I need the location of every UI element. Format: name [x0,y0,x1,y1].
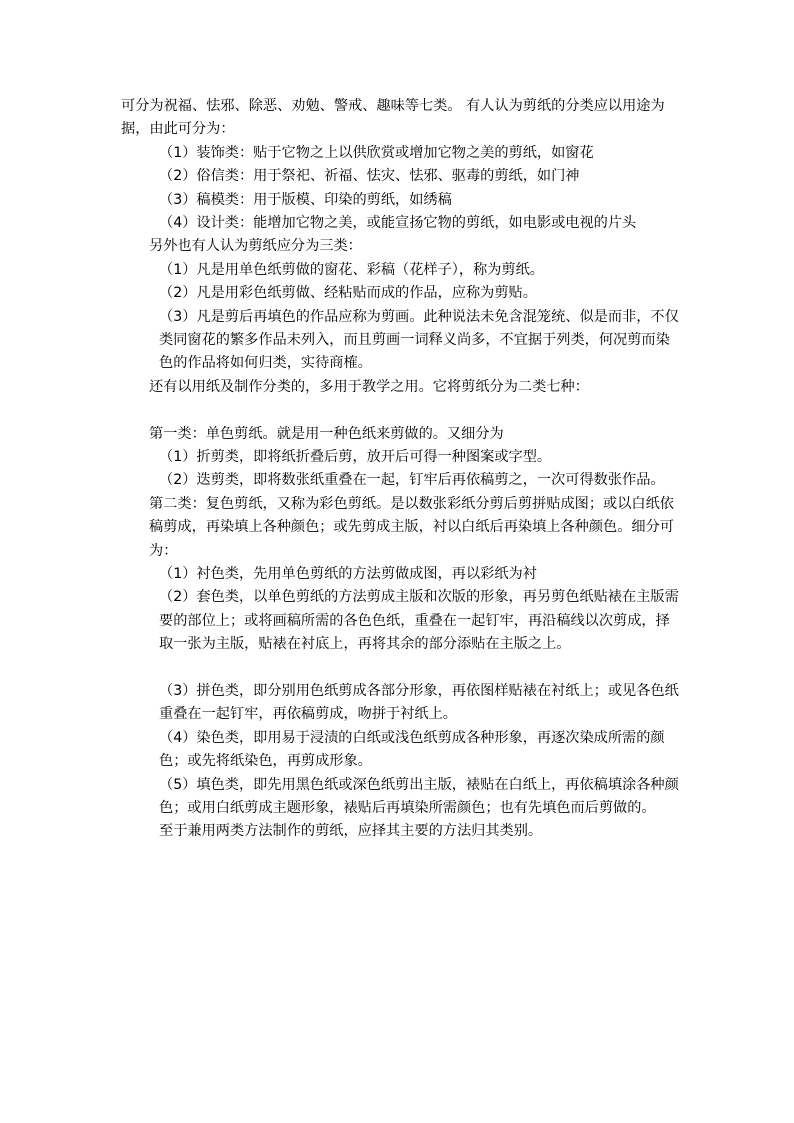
paragraph-three-1: （1）凡是用单色纸剪做的窗花、彩稿（花样子），称为剪纸。 [159,261,544,278]
paragraph-intro: 可分为祝福、怯邪、除恶、劝勉、警戒、趣味等七类。 有人认为剪纸的分类应以用途为据，由此可分为： [121,98,665,138]
paragraph-category-2-item-1: （1）衬色类，先用单色剪纸的方法剪做成图，再以彩纸为衬 [159,565,537,582]
blank-line [121,657,681,680]
paragraph-three-types: 另外也有人认为剪纸应分为三类： [149,238,362,255]
paragraph-use-4: （4）设计类：能增加它物之美，或能宣扬它物的剪纸，如电影或电视的片头 [159,214,637,231]
paragraph-category-2-item-5: （5）填色类，即先用黑色纸或深色纸剪出主版，裱贴在白纸上，再依稿填涂各种颜色；或用白纸剪成主题形象，裱贴后再填染所需颜色；也有先填色而后剪做的。 [159,776,679,816]
paragraph-category-2: 第二类：复色剪纸，又称为彩色剪纸。是以数张彩纸分剪后剪拼贴成图；或以白纸依稿剪成，再染填上各种颜色；或先剪成主版，衬以白纸后再染填上各种颜色。细分可为： [149,495,674,559]
paragraph-category-2-item-3: （3）拼色类，即分别用色纸剪成各部分形象，再依图样贴裱在衬纸上；或见各色纸重叠在一起钉牢，再依稿剪成，吻拼于衬纸上。 [159,682,679,723]
paragraph-final: 至于兼用两类方法制作的剪纸，应择其主要的方法归其类别。 [159,823,543,840]
paragraph-use-1: （1）装饰类：贴于它物之上以供欣赏或增加它物之美的剪纸，如窗花 [159,144,594,161]
document-body [121,95,681,844]
paragraph-use-3: （3）稿模类：用于版模、印染的剪纸，如绣稿 [159,191,452,208]
paragraph-category-1-item-2: （2）迭剪类，即将数张纸重叠在一起，钉牢后再依稿剪之，一次可得数张作品。 [159,472,665,489]
paragraph-category-1-item-1: （1）折剪类，即将纸折叠后剪，放开后可得一种图案或字型。 [159,448,552,465]
paragraph-three-3: （3）凡是剪后再填色的作品应称为剪画。此种说法未免含混笼统、似是而非，不仅类同窗花的繁多作品未列入，而且剪画一词释义尚多，不宜据于列类，何况剪而染色的作品将如何归类，实待商榷。 [159,308,679,372]
paragraph-three-2: （2）凡是用彩色纸剪做、经粘贴而成的作品，应称为剪贴。 [159,285,537,302]
blank-line [121,399,681,422]
paragraph-category-2-item-2: （2）套色类，以单色剪纸的方法剪成主版和次版的形象，再另剪色纸贴裱在主版需要的部位上；或将画稿所需的各色色纸，重叠在一起钉牢，再沿稿线以次剪成，择取一张为主版，贴裱在衬底上，再将其余的部分添贴在主版之上。 [159,589,679,653]
paragraph-category-2-item-4: （4）染色类，即用易于浸渍的白纸或浅色纸剪成各种形象，再逐次染成所需的颜色；或先将纸染色，再剪成形象。 [159,729,665,770]
paragraph-material: 还有以用纸及制作分类的，多用于教学之用。它将剪纸分为二类七种： [149,378,589,395]
paragraph-category-1: 第一类：单色剪纸。就是用一种色纸来剪做的。又细分为 [149,425,504,442]
paragraph-use-2: （2）俗信类：用于祭祀、祈福、怯灾、怯邪、驱毒的剪纸，如门神 [159,168,580,185]
